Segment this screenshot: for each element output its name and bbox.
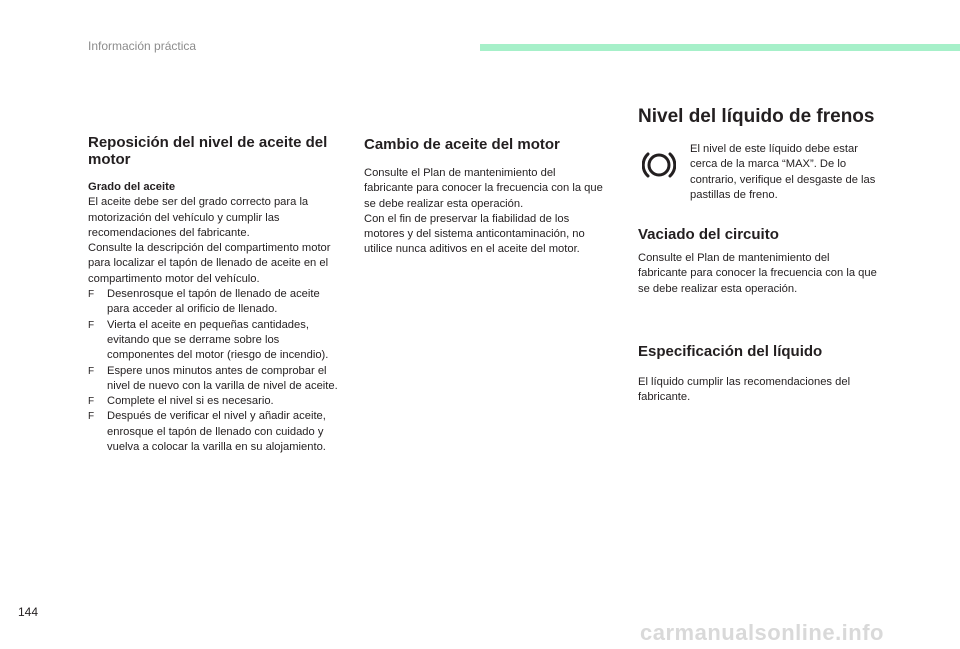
oil-change-paragraph: Consulte el Plan de mantenimiento del fabricante para conocer la frecuencia con la que se debe realizar esta operación. <box>364 167 603 210</box>
list-item <box>88 364 343 395</box>
column-oil-change <box>364 100 604 258</box>
header-accent-bar <box>480 44 960 51</box>
bullet-marker: F <box>88 396 95 408</box>
drain-circuit-title: Vaciado del circuito <box>638 226 779 243</box>
oil-steps-list <box>88 287 343 455</box>
list-item <box>88 318 343 364</box>
list-item <box>88 394 343 409</box>
bullet-marker: F <box>88 289 95 301</box>
brake-warning-icon <box>642 150 676 180</box>
bullet-marker: F <box>88 411 95 423</box>
brake-fluid-title: Nivel del líquido de frenos <box>638 106 875 127</box>
list-item-text: Espere unos minutos antes de comprobar el nivel de nuevo con la varilla de nivel de aceite. <box>107 364 338 392</box>
list-item <box>88 409 343 455</box>
list-item-text: Complete el nivel si es necesario. <box>107 395 274 408</box>
additives-paragraph: Con el fin de preservar la fiabilidad de los motores y del sistema anticontaminación, no utilice nunca aditivos en el aceite del motor. <box>364 212 585 256</box>
column-oil-level <box>88 100 343 455</box>
drain-circuit-text: Consulte el Plan de mantenimiento del fabricante para conocer la frecuencia con la que se debe realizar esta operación. <box>638 252 877 295</box>
bullet-marker: F <box>88 319 95 331</box>
column-brake-fluid <box>638 100 878 405</box>
list-item <box>88 287 343 318</box>
list-item-text: Después de verificar el nivel y añadir aceite, enrosque el tapón de llenado con cuidado y vuelva a colocar la varilla en su alojamiento. <box>107 410 326 454</box>
oil-change-title: Cambio de aceite del motor <box>364 136 560 153</box>
fluid-spec-text: El líquido cumplir las recomendaciones del fabricante. <box>638 375 851 404</box>
list-item-text: Vierta el aceite en pequeñas cantidades, evitando que se derrame sobre los componentes del motor (riesgo de incendio). <box>107 318 329 362</box>
list-item-text: Desenrosque el tapón de llenado de aceite para acceder al orificio de llenado. <box>107 288 320 316</box>
page-number: 144 <box>18 605 39 619</box>
bullet-marker: F <box>88 365 95 377</box>
brake-fluid-text: El nivel de este líquido debe estar cerca de la marca “MAX”. De lo contrario, verifique el desgaste de las pastillas de freno. <box>690 143 876 201</box>
oil-grade-paragraph: El aceite debe ser del grado correcto para la motorización del vehículo y cumplir las recomendaciones del fabricante. <box>88 196 309 239</box>
fluid-spec-title: Especificación del líquido <box>638 342 823 360</box>
oil-grade-subheading: Grado del aceite <box>88 181 176 193</box>
watermark: carmanualsonline.info <box>640 620 884 645</box>
oil-location-paragraph: Consulte la descripción del compartimento motor para localizar el tapón de llenado de aceite en el compartimento motor del vehículo. <box>88 242 331 285</box>
brake-info-row <box>638 142 878 212</box>
section-title: Información práctica <box>88 39 197 53</box>
oil-level-title: Reposición del nivel de aceite del motor <box>88 134 328 168</box>
